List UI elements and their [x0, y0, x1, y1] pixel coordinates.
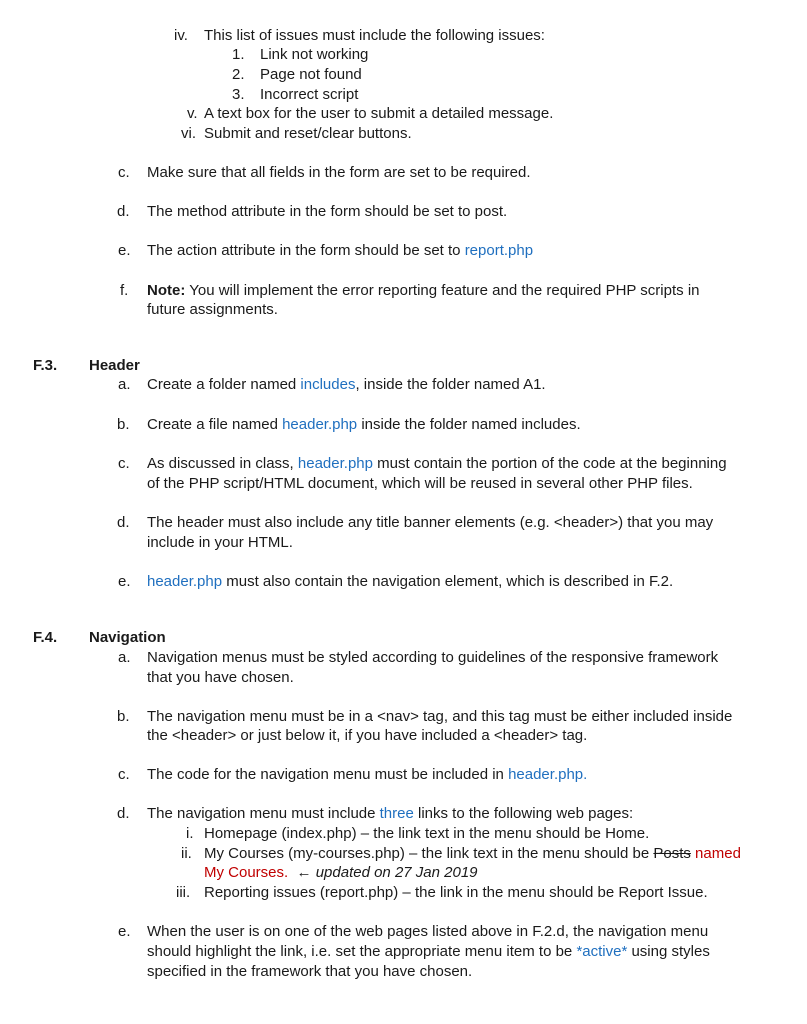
section-title: Header [89, 357, 140, 374]
struck-text: Posts [653, 845, 691, 862]
list-item: Incorrect script [260, 86, 359, 103]
list-marker: 2. [232, 66, 245, 83]
list-item: The navigation menu must be in a <nav> tag, and this tag must be either included inside [147, 708, 733, 725]
list-item: The action attribute in the form should be set to report.php [147, 242, 534, 259]
list-marker: i. [186, 825, 194, 842]
list-marker: e. [118, 923, 131, 940]
list-item-continuation: specified in the framework that you have chosen. [147, 963, 473, 980]
list-marker: b. [117, 708, 130, 725]
list-item: Page not found [260, 66, 362, 83]
list-marker: c. [118, 455, 130, 472]
list-item: Make sure that all fields in the form are set to be required. [147, 164, 531, 181]
list-item: Homepage (index.php) – the link text in the menu should be Home. [204, 825, 650, 842]
list-marker: iv. [174, 27, 188, 44]
update-note: updated on 27 Jan 2019 [315, 864, 478, 881]
list-item: The code for the navigation menu must be included in header.php. [147, 766, 588, 783]
section-number: F.4. [33, 629, 58, 646]
list-marker: 3. [232, 86, 245, 103]
list-marker: v. [187, 105, 198, 122]
list-item: This list of issues must include the following issues: [204, 27, 545, 44]
list-marker: c. [118, 164, 130, 181]
list-marker: a. [118, 649, 131, 666]
list-item: Create a file named header.php inside the folder named includes. [147, 416, 581, 433]
list-marker: d. [117, 514, 130, 531]
replacement-text: My Courses. [204, 864, 289, 881]
list-item: The navigation menu must include three links to the following web pages: [147, 805, 634, 822]
list-item: header.php must also contain the navigation element, which is described in F.2. [147, 573, 674, 590]
list-marker: d. [117, 203, 130, 220]
filename-link: report.php [464, 242, 534, 259]
list-marker: e. [118, 573, 131, 590]
list-marker: vi. [181, 125, 196, 142]
note-line: Note: You will implement the error reporting feature and the required PHP scripts in [147, 282, 700, 299]
list-marker: e. [118, 242, 131, 259]
left-arrow-icon: ← [296, 864, 312, 881]
section-number: F.3. [33, 357, 58, 374]
note-line: future assignments. [147, 301, 278, 318]
list-marker: d. [117, 805, 130, 822]
list-item-continuation [204, 863, 478, 883]
list-item-continuation: should highlight the link, i.e. set the appropriate menu item to be *active* using styles [147, 943, 710, 960]
list-item: Reporting issues (report.php) – the link in the menu should be Report Issue. [204, 884, 708, 901]
filename-link: header.php [297, 455, 373, 472]
list-item: Submit and reset/clear buttons. [204, 125, 412, 142]
list-item: My Courses (my-courses.php) – the link text in the menu should be Posts named [204, 845, 741, 862]
list-item: A text box for the user to submit a detailed message. [204, 105, 554, 122]
list-item: When the user is on one of the web pages listed above in F.2.d, the navigation menu [147, 923, 709, 940]
replacement-text: named [690, 845, 741, 862]
list-marker: a. [118, 376, 131, 393]
list-item: Link not working [260, 46, 369, 63]
list-marker: ii. [181, 845, 192, 862]
filename-link: header.php [282, 416, 358, 433]
list-marker: 1. [232, 46, 245, 63]
filename-link: header.php [147, 573, 223, 590]
active-class-highlight: *active* [576, 943, 628, 960]
note-label: Note: [147, 282, 186, 299]
list-marker: c. [118, 766, 130, 783]
filename-link: header.php [508, 766, 584, 783]
list-marker: f. [120, 282, 129, 299]
list-item-continuation: include in your HTML. [147, 534, 293, 551]
count-highlight: three [379, 805, 414, 822]
list-item: Navigation menus must be styled according to guidelines of the responsive framework [147, 649, 719, 666]
list-item: Create a folder named includes, inside the folder named A1. [147, 376, 546, 393]
list-item: The method attribute in the form should be set to post. [147, 203, 508, 220]
list-item-continuation: that you have chosen. [147, 669, 294, 686]
section-title: Navigation [89, 629, 166, 646]
list-marker: b. [117, 416, 130, 433]
list-item-continuation: the <header> or just below it, if you have included a <header> tag. [147, 727, 588, 744]
list-item: As discussed in class, header.php must contain the portion of the code at the beginning [147, 455, 727, 472]
list-item: The header must also include any title banner elements (e.g. <header>) that you may [147, 514, 714, 531]
list-item-continuation: of the PHP script/HTML document, which will be reused in several other PHP files. [147, 475, 693, 492]
list-marker: iii. [176, 884, 191, 901]
folder-link: includes [300, 376, 356, 393]
